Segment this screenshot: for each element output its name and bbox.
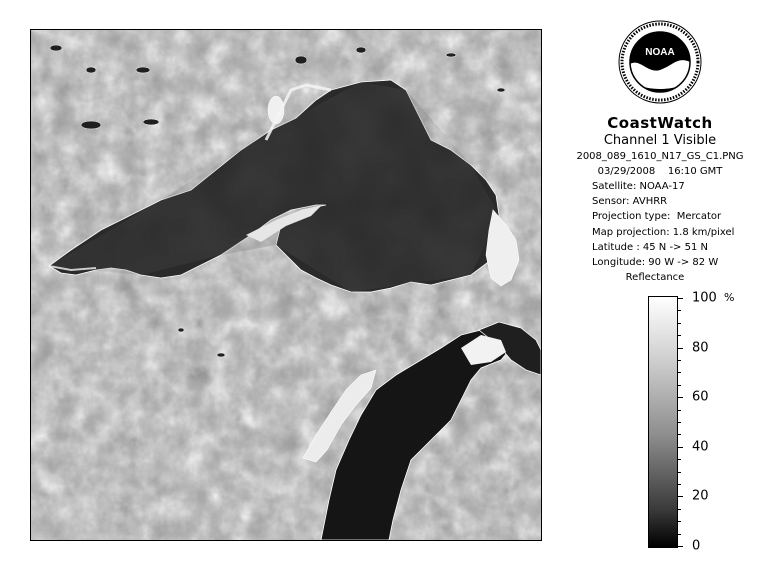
colorbar-minor-tick	[678, 484, 681, 485]
colorbar-minor-tick	[678, 335, 681, 336]
satellite-image	[30, 29, 542, 541]
colorbar-tick	[678, 546, 683, 547]
colorbar-tick-label: 80	[692, 340, 709, 356]
colorbar-tick-label: 0	[692, 538, 701, 554]
colorbar-minor-tick	[678, 534, 681, 535]
colorbar-minor-tick	[678, 360, 681, 361]
colorbar-minor-tick	[678, 434, 681, 435]
reflectance-colorbar	[648, 296, 678, 548]
latitude-line: Latitude : 45 N -> 51 N	[592, 241, 708, 253]
colorbar-minor-tick	[678, 521, 681, 522]
colorbar-tick-label: 100	[692, 290, 717, 306]
colorbar-minor-tick	[678, 310, 681, 311]
colorbar-minor-tick	[678, 472, 681, 473]
colorbar-label: Reflectance	[625, 272, 685, 283]
colorbar-minor-tick	[678, 459, 681, 460]
colorbar-tick-label: 40	[692, 439, 709, 455]
metadata-panel	[560, 114, 760, 270]
datetime: 03/29/2008 16:10 GMT	[597, 166, 723, 177]
colorbar-tick	[678, 496, 683, 497]
colorbar-unit: %	[724, 291, 735, 304]
longitude-line: Longitude: 90 W -> 82 W	[592, 257, 719, 269]
map-projection-line: Map projection: 1.8 km/pixel	[592, 226, 735, 238]
colorbar-tick-label: 60	[692, 389, 709, 405]
colorbar-tick	[678, 397, 683, 398]
colorbar-tick-label: 20	[692, 488, 709, 504]
colorbar-minor-tick	[678, 422, 681, 423]
colorbar-minor-tick	[678, 372, 681, 373]
colorbar-tick	[678, 298, 683, 299]
channel-subtitle: Channel 1 Visible	[603, 133, 717, 148]
colorbar-tick	[678, 348, 683, 349]
colorbar-minor-tick	[678, 385, 681, 386]
sensor-line: Sensor: AVHRR	[592, 196, 668, 208]
projection-line: Projection type: Mercator	[592, 211, 722, 223]
colorbar-minor-tick	[678, 410, 681, 411]
noaa-logo	[618, 20, 702, 104]
satellite-line: Satellite: NOAA-17	[592, 181, 685, 192]
filename: 2008_089_1610_N17_GS_C1.PNG	[576, 151, 744, 162]
colorbar-tick	[678, 447, 683, 448]
logo-text: NOAA	[645, 47, 675, 58]
product-title: CoastWatch	[607, 114, 713, 132]
colorbar-minor-tick	[678, 509, 681, 510]
colorbar-minor-tick	[678, 323, 681, 324]
